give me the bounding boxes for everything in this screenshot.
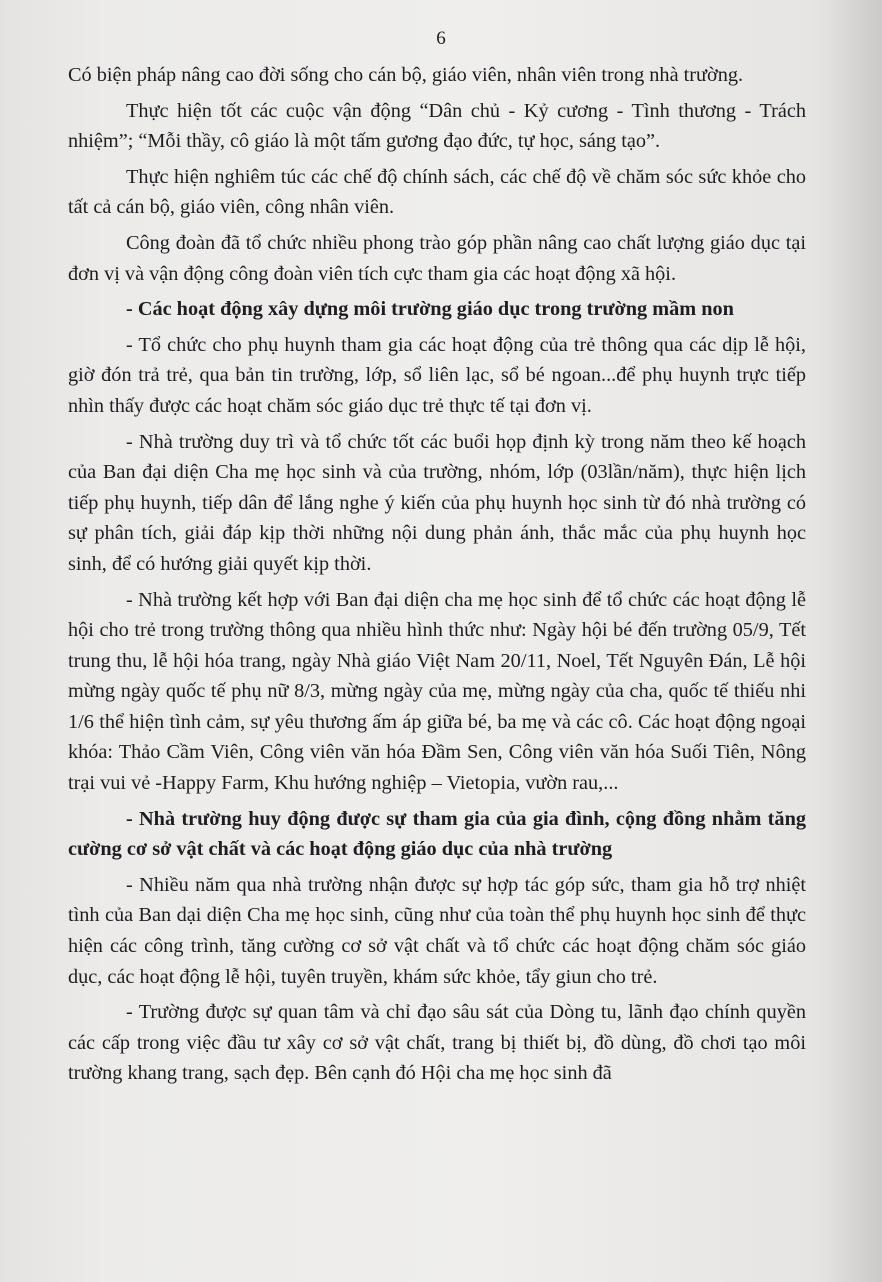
section-heading-environment: - Các hoạt động xây dựng môi trường giáo dục trong trường mầm non (126, 298, 734, 321)
paragraph-cooperation: - Nhiều năm qua nhà trường nhận được sự hợp tác góp sức, tham gia hỗ trợ nhiệt tình của Ban dại diện Cha mẹ học sinh, cũng như của toàn thể phụ huynh học sinh để thực hiện các công trình, tăng cường cơ sở vật chất và tổ chức các hoạt động chăm sóc giáo dục, các hoạt động lễ hội, tuyên truyền, khám sức khỏe, tẩy giun cho trẻ. (68, 873, 806, 988)
paragraph-campaigns: Thực hiện tốt các cuộc vận động “Dân chủ - Kỷ cương - Tình thương - Trách nhiệm”; “Mỗi thầy, cô giáo là một tấm gương đạo đức, tự học, sáng tạo”. (68, 99, 806, 153)
paragraph-living-standards: Có biện pháp nâng cao đời sống cho cán bộ, giáo viên, nhân viên trong nhà trường. (68, 64, 744, 86)
section-heading-community: - Nhà trường huy động được sự tham gia của gia đình, cộng đồng nhằm tăng cường cơ sở vật chất và các hoạt động giáo dục của nhà trường (68, 807, 806, 861)
paragraph-investment: - Trường được sự quan tâm và chỉ đạo sâu sát của Dòng tu, lãnh đạo chính quyền các cấp trong việc đầu tư xây cơ sở vật chất, trang bị thiết bị, đồ dùng, đồ chơi tạo môi trường khang trang, sạch đẹp. Bên cạnh đó Hội cha mẹ học sinh đã (68, 1001, 806, 1085)
page-edge-shadow (824, 0, 882, 1282)
paragraph-policies: Thực hiện nghiêm túc các chế độ chính sách, các chế độ về chăm sóc sức khỏe cho tất cả cán bộ, giáo viên, công nhân viên. (68, 165, 806, 219)
document-body (68, 60, 806, 1094)
paragraph-union: Công đoàn đã tổ chức nhiều phong trào góp phần nâng cao chất lượng giáo dục tại đơn vị và vận động công đoàn viên tích cực tham gia các hoạt động xã hội. (68, 231, 806, 285)
page-number: 6 (436, 28, 446, 49)
paragraph-meetings: - Nhà trường duy trì và tổ chức tốt các buổi họp định kỳ trong năm theo kế hoạch của Ban đại diện Cha mẹ học sinh và của trường, nhóm, lớp (03lần/năm), thực hiện lịch tiếp phụ huynh, tiếp dân để lắng nghe ý kiến của phụ huynh học sinh từ đó nhà trường có sự phân tích, giải đáp kịp thời những nội dung phản ánh, thắc mắc của phụ huynh học sinh, để có hướng giải quyết kịp thời. (68, 430, 806, 575)
paragraph-festivals: - Nhà trường kết hợp với Ban đại diện cha mẹ học sinh để tổ chức các hoạt động lễ hội cho trẻ trong trường thông qua nhiều hình thức như: Ngày hội bé đến trường 05/9, Tết trung thu, lễ hội hóa trang, ngày Nhà giáo Việt Nam 20/11, Noel, Tết Nguyên Đán, Lễ hội mừng ngày quốc tế phụ nữ 8/3, mừng ngày của mẹ, mừng ngày của cha, quốc tế thiếu nhi 1/6 thể hiện tình cảm, sự yêu thương ấm áp giữa bé, ba mẹ và các cô. Các hoạt động ngoại khóa: Thảo Cầm Viên, Công viên văn hóa Đầm Sen, Công viên văn hóa Suối Tiên, Nông trại vui vẻ -Happy Farm, Khu hướng nghiệp – Vietopia, vườn rau,... (68, 588, 806, 795)
paragraph-parent-participation: - Tổ chức cho phụ huynh tham gia các hoạt động của trẻ thông qua các dịp lễ hội, giờ đón trả trẻ, qua bản tin trường, lớp, sổ liên lạc, sổ bé ngoan...để phụ huynh trực tiếp nhìn thấy được các hoạt chăm sóc giáo dục trẻ thực tế tại đơn vị. (68, 333, 806, 417)
